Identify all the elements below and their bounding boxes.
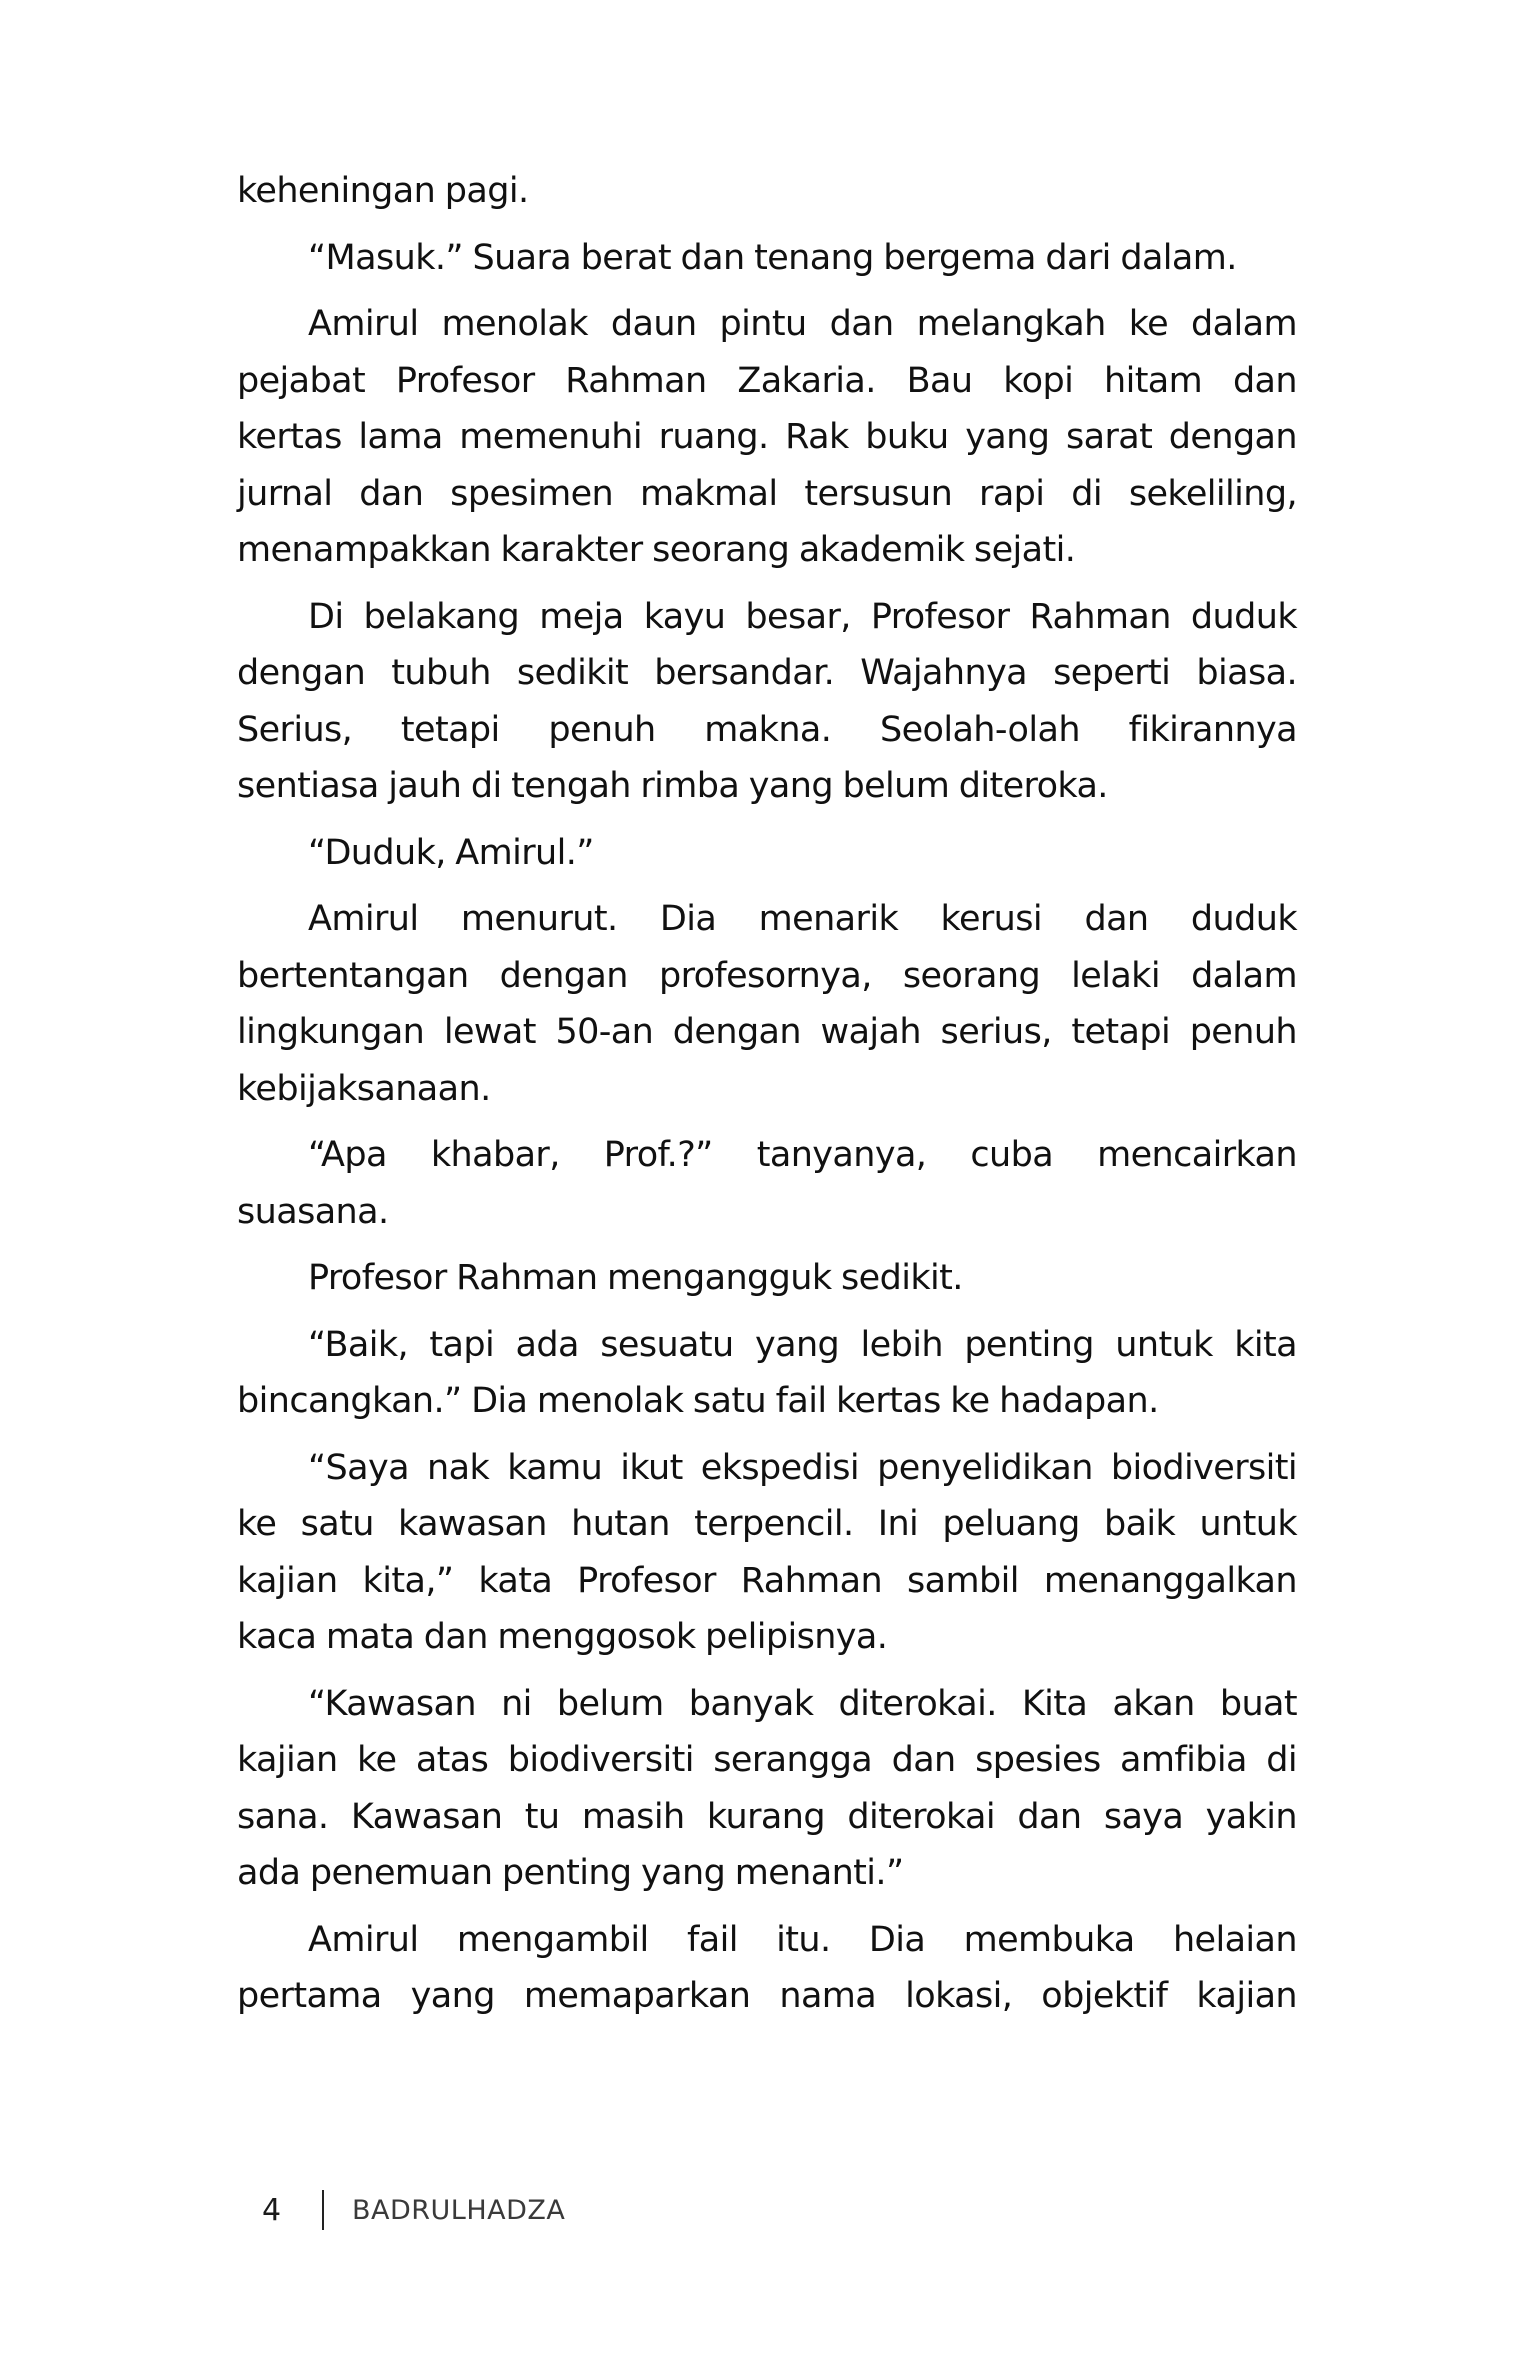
text-line: kajian kita,” kata Profesor Rahman sambil menanggalkan	[237, 1560, 1297, 1601]
text-line: kajian ke atas biodiversiti serangga dan spesies amfibia di	[237, 1740, 1297, 1780]
text-line: sentiasa jauh di tengah rimba yang belum diteroka.	[237, 766, 1108, 806]
paragraph	[237, 825, 1297, 882]
paragraph	[237, 891, 1297, 1117]
text-line: ada penemuan penting yang menanti.”	[237, 1853, 904, 1893]
text-line: Di belakang meja kayu besar, Profesor Rahman duduk	[308, 596, 1297, 637]
paragraph	[237, 296, 1297, 579]
paragraph	[237, 1250, 1297, 1307]
paragraph	[237, 589, 1297, 815]
footer-divider	[322, 2190, 324, 2230]
text-line: sana. Kawasan tu masih kurang diterokai dan saya yakin	[237, 1796, 1297, 1837]
text-line: Amirul menolak daun pintu dan melangkah ke dalam	[308, 304, 1297, 344]
paragraph	[237, 1676, 1297, 1902]
text-line: “Apa khabar, Prof.?” tanyanya, cuba mencairkan	[308, 1135, 1297, 1175]
paragraph	[237, 1317, 1297, 1430]
paragraph	[237, 1440, 1297, 1666]
text-line: kebijaksanaan.	[237, 1068, 491, 1109]
text-line: “Baik, tapi ada sesuatu yang lebih penting untuk kita	[308, 1324, 1297, 1365]
text-line: menampakkan karakter seorang akademik sejati.	[237, 530, 1076, 570]
text-line: Amirul mengambil fail itu. Dia membuka helaian	[308, 1919, 1297, 1960]
page-number: 4	[262, 2192, 282, 2228]
author-name: BADRULHADZA	[352, 2194, 566, 2226]
text-line: pejabat Profesor Rahman Zakaria. Bau kopi hitam dan	[237, 360, 1297, 401]
text-line: pertama yang memaparkan nama lokasi, objektif kajian	[237, 1976, 1297, 2016]
paragraph	[237, 1912, 1297, 2025]
text-line: keheningan pagi.	[237, 171, 529, 211]
text-line: dengan tubuh sedikit bersandar. Wajahnya seperti biasa.	[237, 653, 1297, 693]
text-line: Profesor Rahman mengangguk sedikit.	[308, 1258, 963, 1298]
text-line: jurnal dan spesimen makmal tersusun rapi di sekeliling,	[237, 473, 1297, 514]
body-text	[237, 163, 1297, 2035]
text-line: “Masuk.” Suara berat dan tenang bergema dari dalam.	[308, 237, 1237, 278]
text-line: kaca mata dan menggosok pelipisnya.	[237, 1617, 888, 1657]
text-line: bincangkan.” Dia menolak satu fail kertas ke hadapan.	[237, 1381, 1159, 1421]
text-line: Serius, tetapi penuh makna. Seolah-olah fikirannya	[237, 709, 1297, 750]
paragraph	[237, 163, 1297, 220]
text-line: ke satu kawasan hutan terpencil. Ini peluang baik untuk	[237, 1504, 1297, 1544]
text-line: Amirul menurut. Dia menarik kerusi dan duduk	[308, 899, 1297, 939]
paragraph	[237, 1127, 1297, 1240]
text-line: “Duduk, Amirul.”	[308, 832, 594, 873]
text-line: lingkungan lewat 50-an dengan wajah serius, tetapi penuh	[237, 1012, 1297, 1052]
text-line: “Kawasan ni belum banyak diterokai. Kita akan buat	[308, 1683, 1297, 1724]
paragraph	[237, 230, 1297, 287]
text-line: bertentangan dengan profesornya, seorang lelaki dalam	[237, 955, 1297, 996]
text-line: kertas lama memenuhi ruang. Rak buku yang sarat dengan	[237, 417, 1297, 457]
text-line: suasana.	[237, 1191, 389, 1232]
page-footer	[262, 2190, 565, 2230]
text-line: “Saya nak kamu ikut ekspedisi penyelidikan biodiversiti	[308, 1447, 1297, 1488]
